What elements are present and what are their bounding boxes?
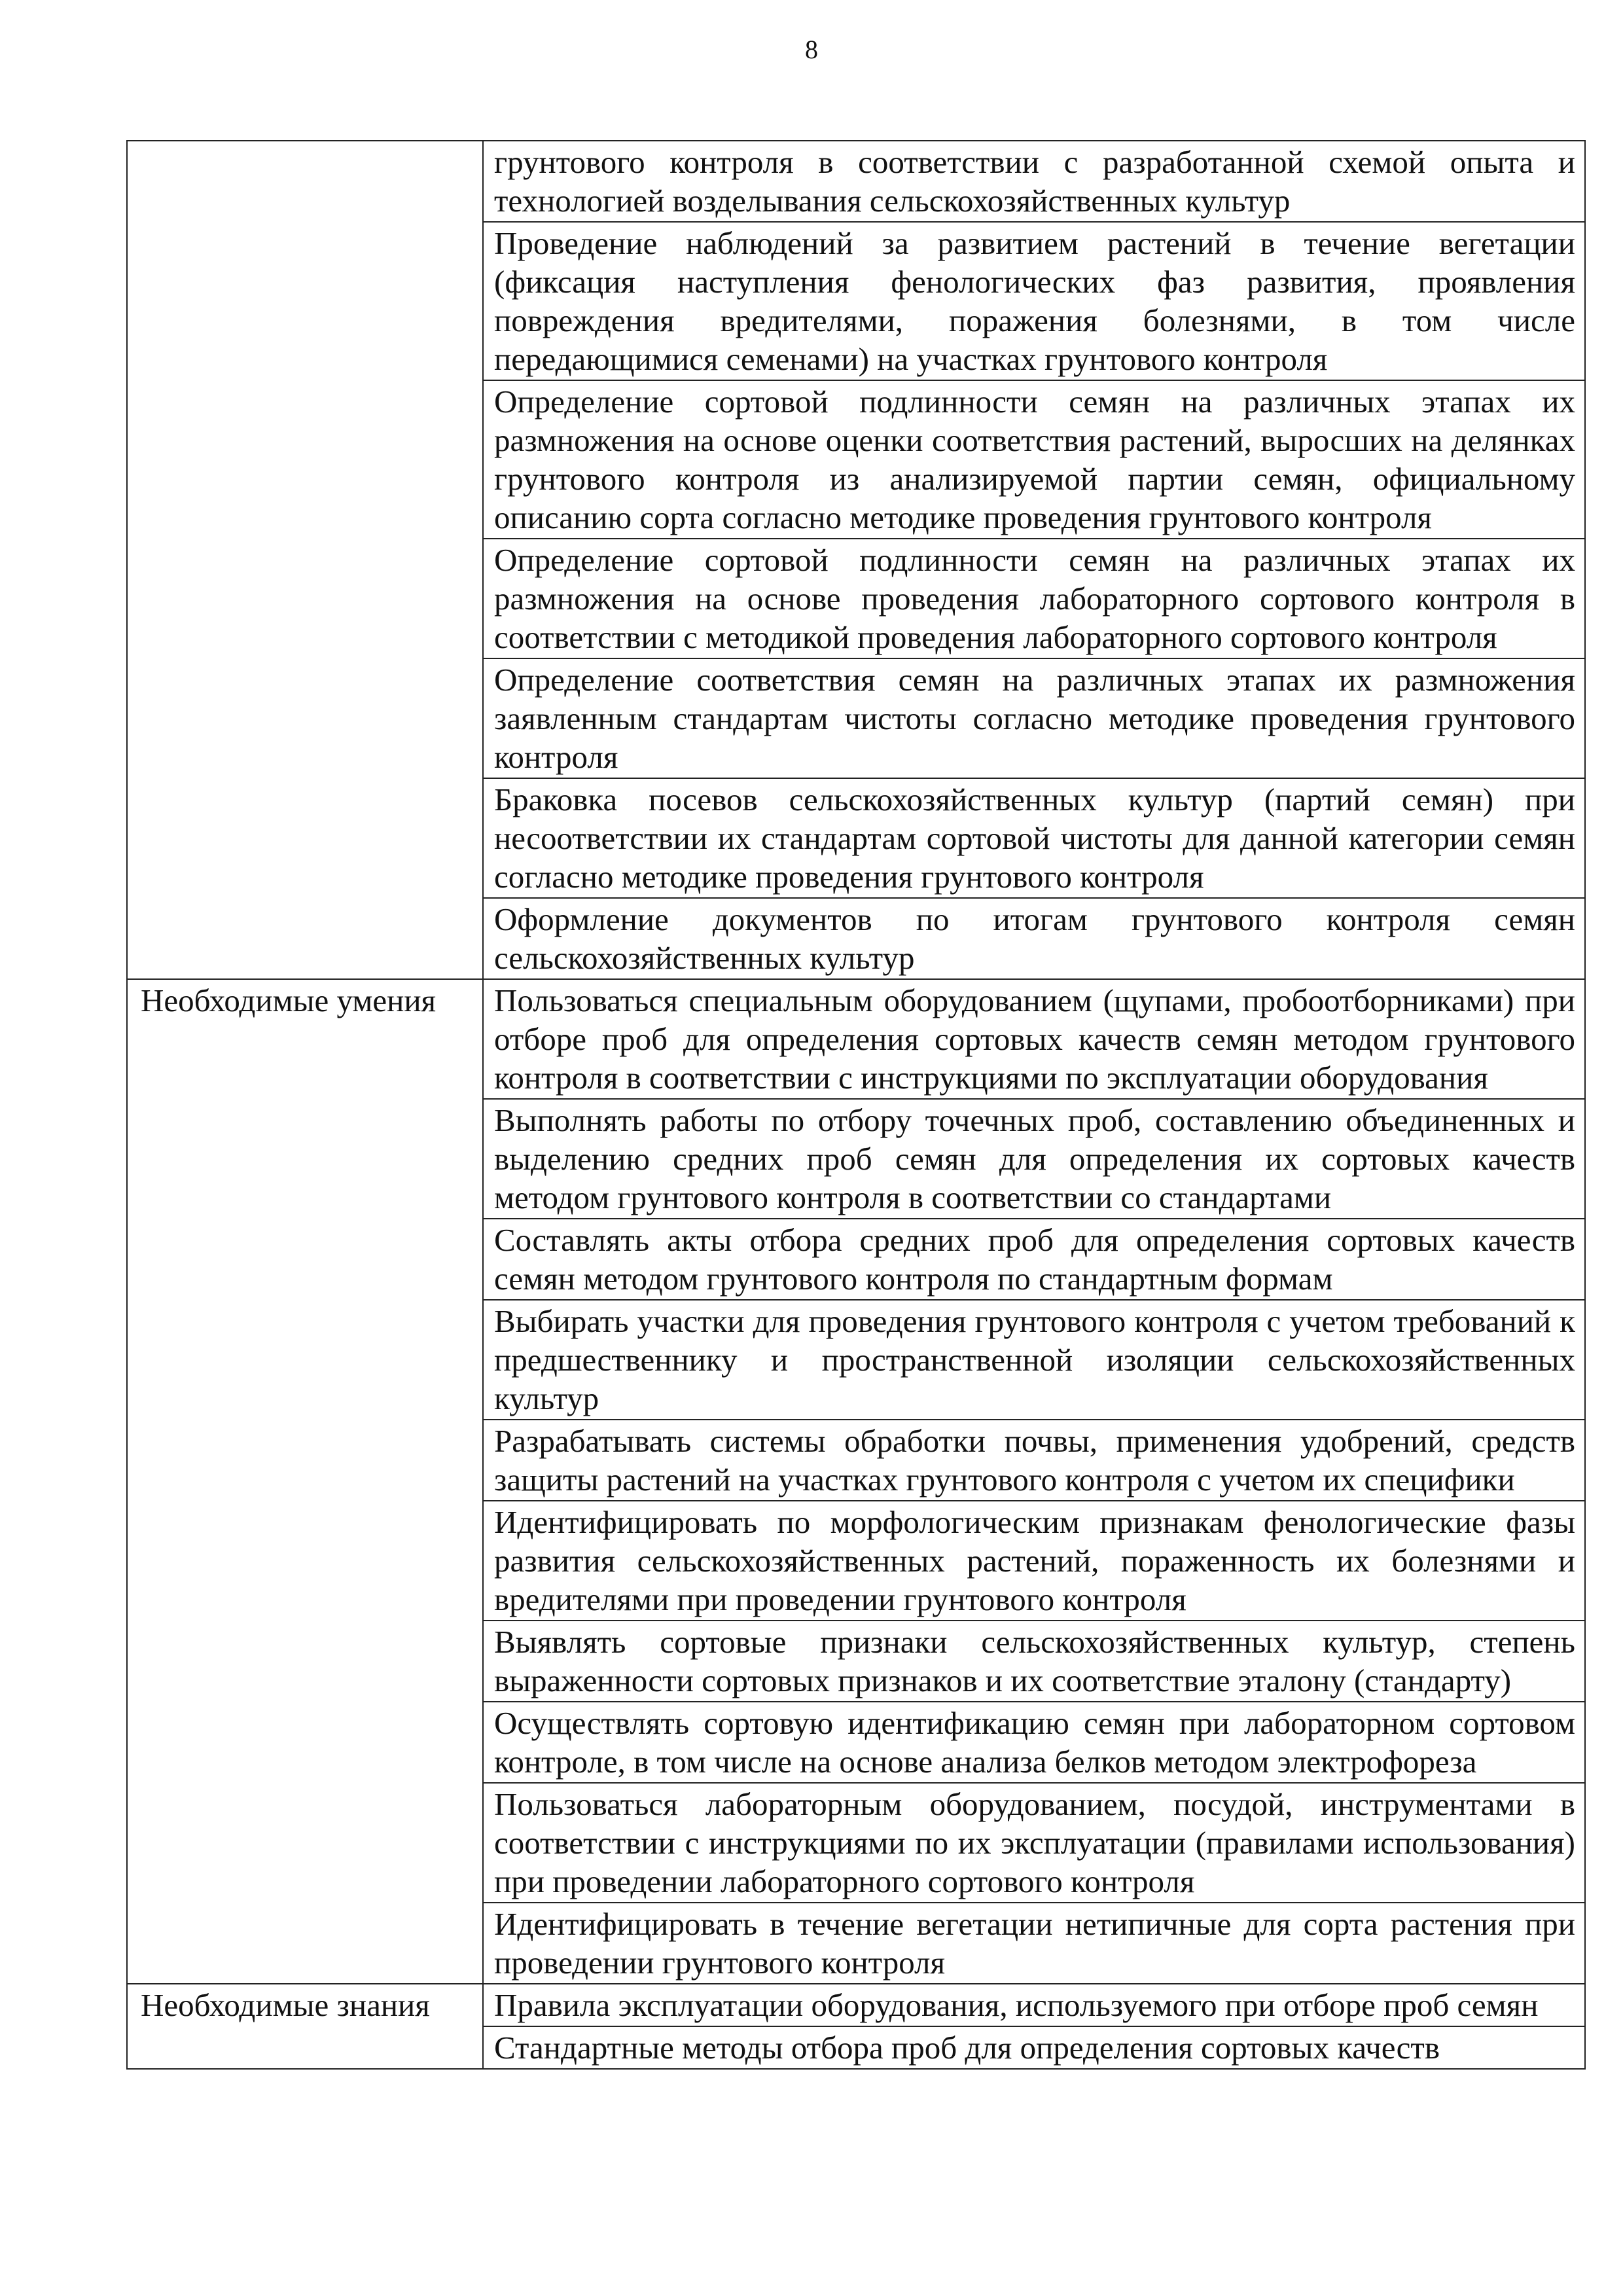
- section-label-skills: Необходимые умения: [127, 979, 483, 1984]
- table-cell: Браковка посевов сельскохозяйственных культур (партий семян) при несоответствии их стандартам сортовой чистоты для данной категории семян согласно методике проведения грунтового контроля: [483, 778, 1585, 898]
- section-label-continued: [127, 141, 483, 979]
- section-label-knowledge: Необходимые знания: [127, 1984, 483, 2069]
- table-cell: Выявлять сортовые признаки сельскохозяйственных культур, степень выраженности сортовых признаков и их соответствие эталону (стандарту): [483, 1621, 1585, 1702]
- table-cell: Определение сортовой подлинности семян на различных этапах их размножения на основе проведения лабораторного сортового контроля в соответствии с методикой проведения лабораторного сортового контроля: [483, 539, 1585, 658]
- table-cell: Проведение наблюдений за развитием растений в течение вегетации (фиксация наступления фенологических фаз развития, проявления повреждения вредителями, поражения болезнями, в том числе передающимися семенами) на участках грунтового контроля: [483, 222, 1585, 380]
- table-cell: грунтового контроля в соответствии с разработанной схемой опыта и технологией возделывания сельскохозяйственных культур: [483, 141, 1585, 222]
- table-row: [127, 979, 1585, 1099]
- table-cell: Пользоваться специальным оборудованием (щупами, пробоотборниками) при отборе проб для определения сортовых качеств семян методом грунтового контроля в соответствии с инструкциями по эксплуатации оборудования: [483, 979, 1585, 1099]
- table-cell: Стандартные методы отбора проб для определения сортовых качеств: [483, 2026, 1585, 2069]
- table-cell: Пользоваться лабораторным оборудованием, посудой, инструментами в соответствии с инструкциями по их эксплуатации (правилами использования) при проведении лабораторного сортового контроля: [483, 1783, 1585, 1903]
- table-cell: Идентифицировать по морфологическим признакам фенологические фазы развития сельскохозяйственных растений, пораженность их болезнями и вредителями при проведении грунтового контроля: [483, 1501, 1585, 1621]
- table-cell: Осуществлять сортовую идентификацию семян при лабораторном сортовом контроле, в том числе на основе анализа белков методом электрофореза: [483, 1702, 1585, 1783]
- table-cell: Выбирать участки для проведения грунтового контроля с учетом требований к предшественнику и пространственной изоляции сельскохозяйственных культур: [483, 1300, 1585, 1420]
- table-cell: Определение соответствия семян на различных этапах их размножения заявленным стандартам чистоты согласно методике проведения грунтового контроля: [483, 658, 1585, 778]
- table-cell: Идентифицировать в течение вегетации нетипичные для сорта растения при проведении грунтового контроля: [483, 1903, 1585, 1984]
- requirements-table: [126, 140, 1586, 2070]
- table-row: [127, 1984, 1585, 2026]
- page-number: 8: [805, 35, 818, 64]
- table-cell: Оформление документов по итогам грунтового контроля семян сельскохозяйственных культур: [483, 898, 1585, 979]
- table-cell: Выполнять работы по отбору точечных проб, составлению объединенных и выделению средних проб семян для определения их сортовых качеств методом грунтового контроля в соответствии со стандартами: [483, 1099, 1585, 1219]
- table-cell: Определение сортовой подлинности семян на различных этапах их размножения на основе оценки соответствия растений, выросших на делянках грунтового контроля из анализируемой партии семян, официальному описанию сорта согласно методике проведения грунтового контроля: [483, 380, 1585, 539]
- table-cell: Правила эксплуатации оборудования, используемого при отборе проб семян: [483, 1984, 1585, 2026]
- table-row: [127, 141, 1585, 222]
- table-cell: Составлять акты отбора средних проб для определения сортовых качеств семян методом грунтового контроля по стандартным формам: [483, 1219, 1585, 1300]
- table-cell: Разрабатывать системы обработки почвы, применения удобрений, средств защиты растений на участках грунтового контроля с учетом их специфики: [483, 1420, 1585, 1501]
